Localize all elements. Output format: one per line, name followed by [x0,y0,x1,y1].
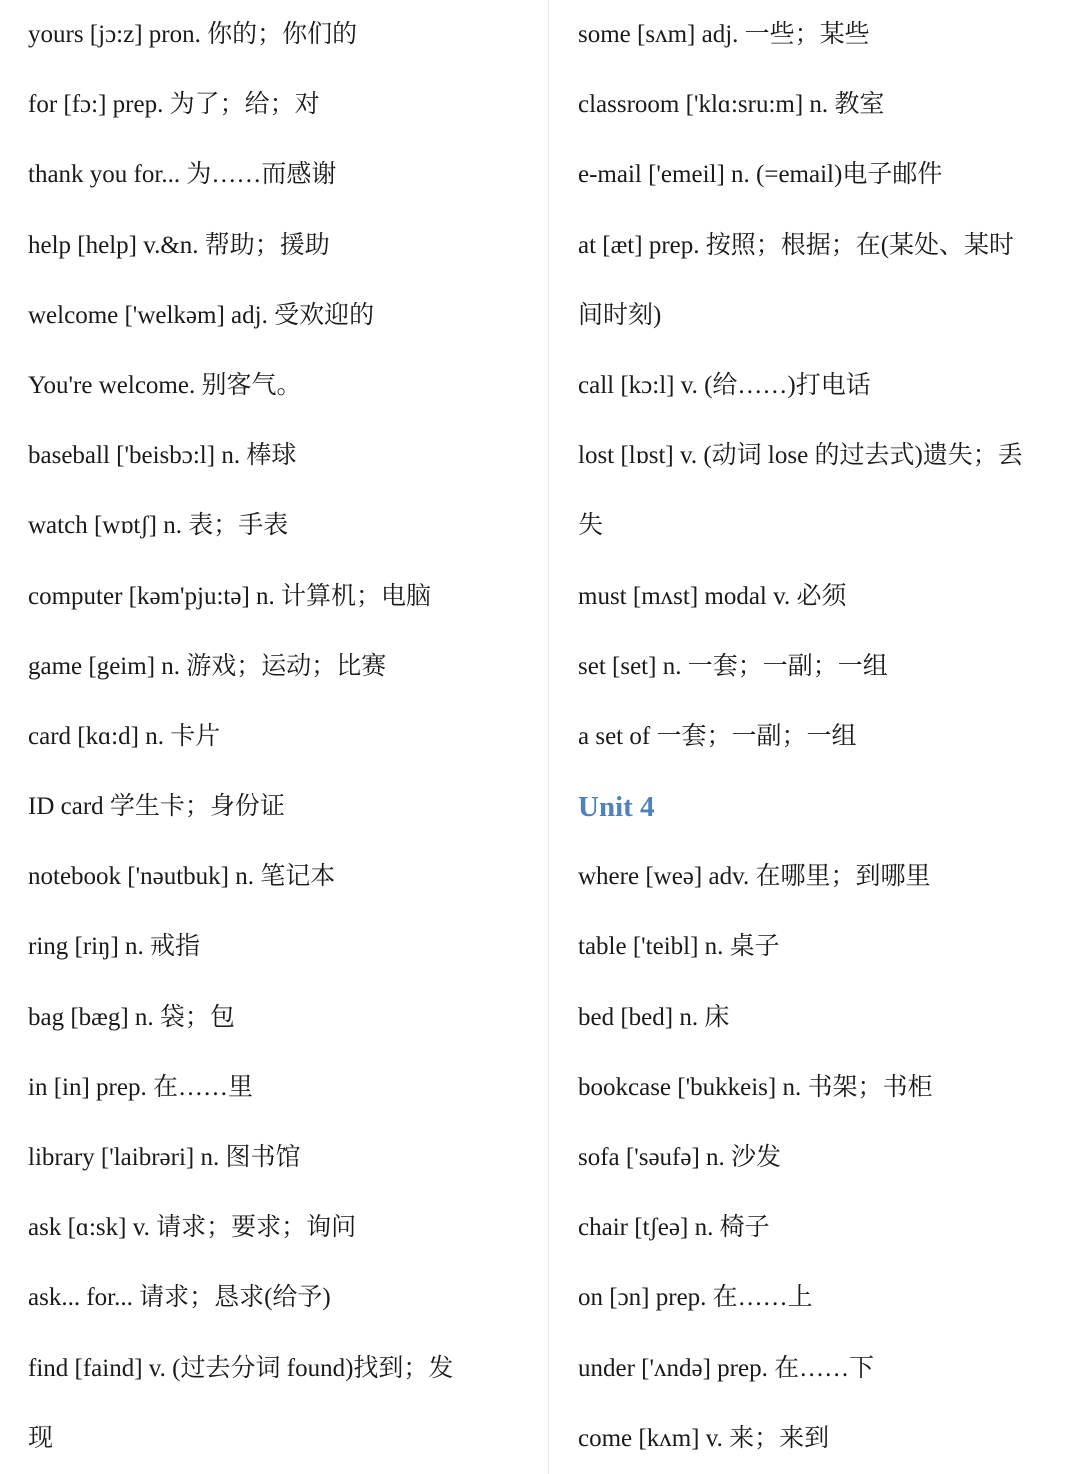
vocab-line: some [sʌm] adj. 一些；某些 [578,21,870,48]
vocab-line: bag [bæg] n. 袋；包 [28,1003,235,1031]
vocab-line: thank you for... 为……而感谢 [28,161,337,189]
vocab-line: watch [wɒtʃ] n. 表；手表 [28,512,289,540]
vocab-line: notebook ['nəutbuk] n. 笔记本 [28,863,336,891]
vocab-line: game [geim] n. 游戏；运动；比赛 [28,652,387,680]
left-column [28,0,533,1474]
vocab-line: 间时刻) [578,301,662,329]
vocab-line: ask [ɑ:sk] v. 请求；要求；询问 [28,1214,357,1242]
vocab-line: on [ɔn] prep. 在……上 [578,1284,813,1312]
vocab-line: computer [kəm'pju:tə] n. 计算机；电脑 [28,582,432,610]
vocab-line: a set of 一套；一副；一组 [578,722,857,750]
right-column [578,0,1078,1474]
vocab-line: where [weə] adv. 在哪里；到哪里 [578,863,931,891]
vocab-line: table ['teibl] n. 桌子 [578,933,780,961]
vocab-line: call [kɔ:l] v. (给……)打电话 [578,371,871,399]
vocab-line: card [kɑ:d] n. 卡片 [28,722,221,750]
vocab-line: ID card 学生卡；身份证 [28,793,285,821]
vocab-line: e-mail ['emeil] n. (=email)电子邮件 [578,161,943,189]
vocab-line: help [help] v.&n. 帮助；援助 [28,231,330,259]
vocab-line: must [mʌst] modal v. 必须 [578,582,847,610]
vocab-line: come [kʌm] v. 来；来到 [578,1424,830,1452]
vocab-line: welcome ['welkəm] adj. 受欢迎的 [28,301,375,329]
vocab-line: bookcase ['bukkeis] n. 书架；书柜 [578,1073,933,1101]
vocab-line: yours [jɔ:z] pron. 你的；你们的 [28,21,358,48]
vocab-line: ask... for... 请求；恳求(给予) [28,1284,331,1312]
vocab-line: baseball ['beisbɔ:l] n. 棒球 [28,442,297,470]
unit-heading: Unit 4 [578,791,655,824]
vocab-line: under ['ʌndə] prep. 在……下 [578,1354,875,1382]
vocab-line: 现 [28,1424,54,1452]
vocab-line: 失 [578,512,604,540]
vocab-line: classroom ['klɑ:sru:m] n. 教室 [578,91,885,119]
vocab-line: ring [riŋ] n. 戒指 [28,933,201,961]
vocab-line: bed [bed] n. 床 [578,1003,730,1031]
vocab-line: lost [lɒst] v. (动词 lose 的过去式)遗失；丢 [578,442,1023,470]
vocab-line: You're welcome. 别客气。 [28,371,302,399]
vocab-line: in [in] prep. 在……里 [28,1073,253,1101]
vocab-line: chair [tʃeə] n. 椅子 [578,1214,770,1242]
vocab-line: set [set] n. 一套；一副；一组 [578,652,888,680]
column-divider [548,0,549,1474]
vocab-line: find [faind] v. (过去分词 found)找到；发 [28,1354,454,1382]
vocab-line: library ['laibrəri] n. 图书馆 [28,1144,301,1171]
vocab-line: for [fɔ:] prep. 为了；给；对 [28,91,320,119]
vocab-line: sofa ['səufə] n. 沙发 [578,1144,782,1171]
vocab-line: at [æt] prep. 按照；根据；在(某处、某时 [578,231,1015,259]
